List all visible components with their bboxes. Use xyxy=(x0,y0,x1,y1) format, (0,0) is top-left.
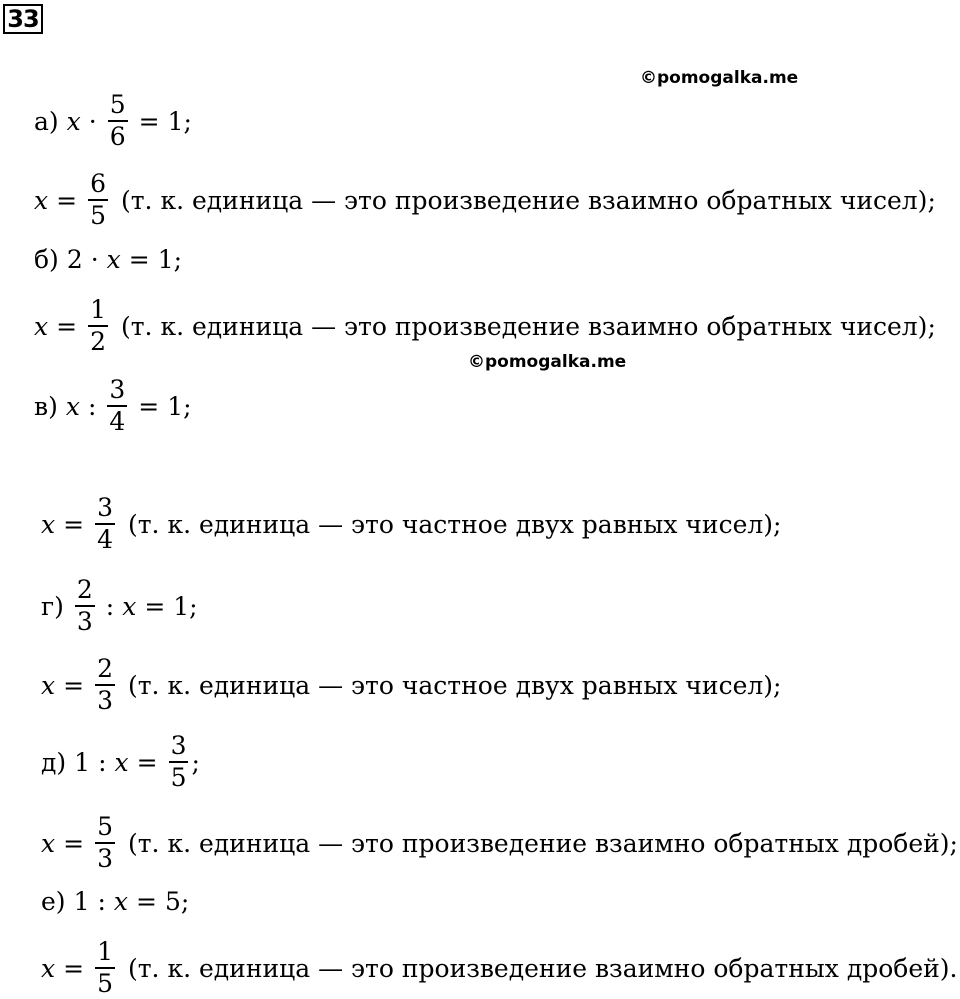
equals-sign: = xyxy=(63,953,85,983)
equals-sign: = xyxy=(136,886,157,916)
answer-e xyxy=(41,938,957,998)
fraction xyxy=(108,89,128,151)
equals-sign: = xyxy=(56,185,78,215)
denominator: 4 xyxy=(97,525,113,554)
equals-sign: = xyxy=(136,747,158,777)
numerator: 6 xyxy=(88,171,108,201)
label-b: б) xyxy=(34,244,59,274)
equation-v xyxy=(34,376,192,436)
variable-x: x xyxy=(41,670,56,700)
divide-sign: : xyxy=(98,747,107,777)
variable-x: x xyxy=(122,591,137,621)
lhs: 1 xyxy=(73,886,90,916)
rhs: 1; xyxy=(157,244,183,274)
multiply-sign: · xyxy=(88,106,97,136)
fraction xyxy=(95,492,115,554)
variable-x: x xyxy=(41,828,56,858)
denominator: 2 xyxy=(90,327,106,356)
variable-x: x xyxy=(66,106,81,136)
numerator: 2 xyxy=(75,577,95,607)
fraction xyxy=(95,811,115,873)
denominator: 5 xyxy=(90,201,106,230)
fraction xyxy=(75,574,95,636)
divide-sign: : xyxy=(105,591,115,621)
equals-sign: = xyxy=(56,311,78,341)
variable-x: x xyxy=(34,185,49,215)
variable-x: x xyxy=(41,953,56,983)
fraction xyxy=(107,374,127,436)
variable-x: x xyxy=(34,311,49,341)
problem-number-badge: 33 xyxy=(3,4,43,34)
fraction xyxy=(169,730,189,792)
equals-sign: = xyxy=(138,106,160,136)
equation-e xyxy=(41,871,189,931)
equation-d xyxy=(41,732,200,792)
answer-a xyxy=(34,170,936,230)
denominator: 3 xyxy=(97,844,113,873)
label-v: в) xyxy=(34,391,58,421)
semicolon: ; xyxy=(191,747,200,777)
fraction xyxy=(88,168,108,230)
fraction xyxy=(88,294,108,356)
answer-g xyxy=(41,655,781,715)
watermark-top: ©pomogalka.me xyxy=(640,68,799,88)
explanation-note: (т. к. единица — это произведение взаимно обратных дробей). xyxy=(127,953,958,983)
variable-x: x xyxy=(106,244,121,274)
denominator: 3 xyxy=(97,686,113,715)
explanation-note: (т. к. единица — это частное двух равных чисел); xyxy=(127,509,782,539)
numerator: 1 xyxy=(88,297,108,327)
divide-sign: : xyxy=(87,391,97,421)
numerator: 2 xyxy=(95,656,115,686)
lhs: 2 xyxy=(66,244,83,274)
answer-v xyxy=(41,494,781,554)
label-a: а) xyxy=(34,106,59,136)
answer-d xyxy=(41,813,958,873)
equation-b xyxy=(34,229,182,289)
equation-a xyxy=(34,91,192,151)
answer-b xyxy=(34,296,936,356)
numerator: 3 xyxy=(107,377,127,407)
numerator: 1 xyxy=(95,939,115,969)
equals-sign: = xyxy=(128,244,150,274)
watermark-middle: ©pomogalka.me xyxy=(468,352,627,372)
multiply-sign: · xyxy=(90,244,99,274)
denominator: 6 xyxy=(109,122,126,151)
explanation-note: (т. к. единица — это произведение взаимно обратных чисел); xyxy=(120,185,936,215)
denominator: 5 xyxy=(97,969,113,998)
label-d: д) xyxy=(41,747,67,777)
equals-sign: = xyxy=(144,591,166,621)
explanation-note: (т. к. единица — это произведение взаимно обратных чисел); xyxy=(120,311,936,341)
variable-x: x xyxy=(114,747,129,777)
fraction xyxy=(95,936,115,998)
lhs: 1 xyxy=(74,747,91,777)
rhs: 1; xyxy=(173,591,198,621)
numerator: 3 xyxy=(169,733,189,763)
divide-sign: : xyxy=(97,886,106,916)
denominator: 5 xyxy=(170,763,187,792)
equals-sign: = xyxy=(138,391,160,421)
label-g: г) xyxy=(41,591,64,621)
label-e: е) xyxy=(41,886,66,916)
rhs: 1; xyxy=(167,106,192,136)
variable-x: x xyxy=(41,509,56,539)
equation-g xyxy=(41,576,198,636)
equals-sign: = xyxy=(63,670,85,700)
rhs: 1; xyxy=(167,391,192,421)
numerator: 5 xyxy=(95,814,115,844)
numerator: 3 xyxy=(95,495,115,525)
variable-x: x xyxy=(113,886,129,916)
rhs: 5; xyxy=(164,886,190,916)
denominator: 3 xyxy=(76,607,93,636)
variable-x: x xyxy=(65,391,80,421)
numerator: 5 xyxy=(108,92,128,122)
fraction xyxy=(95,653,115,715)
explanation-note: (т. к. единица — это частное двух равных чисел); xyxy=(127,670,782,700)
explanation-note: (т. к. единица — это произведение взаимно обратных дробей); xyxy=(127,828,958,858)
equals-sign: = xyxy=(63,509,85,539)
denominator: 4 xyxy=(109,407,126,436)
equals-sign: = xyxy=(63,828,85,858)
